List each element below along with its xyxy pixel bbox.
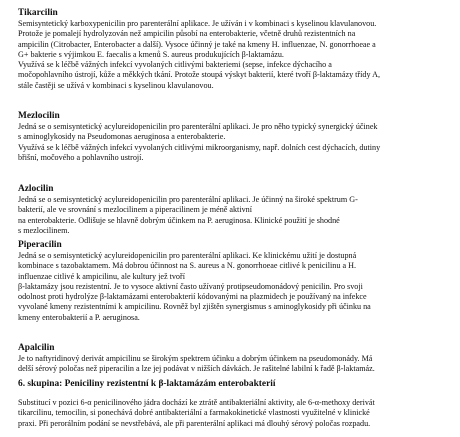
paragraph-line: β-laktamázy jsou rezistentní. Je to vysoce aktivní často užívaný protipseudomonádový penicilin. Pro svoji xyxy=(18,281,363,291)
paragraph-line: s mezlocilinem. xyxy=(18,225,70,235)
section-piperacilin xyxy=(18,240,450,323)
paragraph-line: Je to naftyridinový derivát ampicilinu se širokým spektrem účinku a dobrým účinkem na pseudomonády. Má xyxy=(18,354,373,363)
paragraph-line: na enterobakterie. Odlišuje se hlavně dobrým účinkem na P. aeruginosa. Klinické použití je shodné xyxy=(18,215,340,225)
paragraph-line: Jedná se o semisyntetický acylureidopenicilin pro parenterální aplikaci. Je účinný na široké spektrum G- xyxy=(18,195,358,204)
paragraph-line: stále častěji se užívá v kombinaci s kyselinou klavulanovou. xyxy=(18,80,214,90)
section-apalcilin xyxy=(18,343,450,375)
section-intro-text xyxy=(18,398,450,429)
paragraph-line: tikarcilinu, temocilin, si ponechává dobré antibakteriální a farmakokinetické vlastnosti využitelné v klinické xyxy=(18,408,370,418)
section-heading: Piperacilin xyxy=(18,240,62,250)
paragraph-line: influenzae citlivé k ampicilinu, ale kultury jež tvoří xyxy=(18,271,185,281)
paragraph-line: Jedná se o semisyntetický acylureidopenicilin pro parenterální aplikaci. Je pro něho typický synergický účinek xyxy=(18,122,378,131)
paragraph-line: ampicilin (Citrobacter, Enterobacter a další). Vysoce účinný je také na kmeny H. influenzae, N. gonorrhoeae a xyxy=(18,39,376,49)
paragraph-line: Substitucí v pozici 6-α penicilinového jádra dochází ke ztrátě antibakteriální aktivity, ale 6-α-methoxy derivát xyxy=(18,398,375,407)
paragraph-line: G+ bakterie s výjimkou E. faecalis a kmenů S. aureus produkujících β-laktamázu. xyxy=(18,49,284,59)
paragraph-line: Jedná se o semisyntetický acylureidopenicilin pro parenterální aplikaci. Ke klinickému užití je dostupná xyxy=(18,251,357,260)
paragraph-line: kmeny enterobakterií a P. aeruginosa. xyxy=(18,312,140,322)
section-mezlocilin xyxy=(18,111,450,163)
paragraph-line: bakterií, ale ve srovnání s mezlocilinem a piperacilinem je méně aktivní xyxy=(18,205,252,215)
paragraph-line: Protože je pomalejí hydrolyzován než ampicilin působí na enterobakterie, včetně druhů rezistentních na xyxy=(18,29,356,39)
section-heading: Apalcilin xyxy=(18,343,55,353)
paragraph-line: močopohlavního ústrojí, kůže a měkkých tkání. Protože stoupá výskyt bakterií, které tvoří β-laktamázy třídy A, xyxy=(18,70,380,80)
paragraph-line: Využívá se k léčbě vážných infekcí vyvolaných citlivými mikroorganismy, např. dolních cest dýchacích, dutiny xyxy=(18,142,381,152)
paragraph-line: odolnost proti hydrolýze β-laktamázami enterobakterií kódovanými na plazmidech je používaný na infekce xyxy=(18,292,367,302)
section-tikarcilin xyxy=(18,8,450,91)
section-6-skupina-peniciliny-rezistentni-k-laktamazam-enterobakterii xyxy=(18,379,450,390)
paragraph-line: praxi. Při perorálním podání se nevstřebává, ale při parenterální aplikaci má dlouhý sérový poločas rozpadu. xyxy=(18,418,371,428)
paragraph-line: vyvolané kmeny rezistentními k ampicilinu. Rovněž byl zjištěn synergismus s aminoglykosidy při účinku na xyxy=(18,302,371,312)
section-heading: Tikarcilin xyxy=(18,8,58,18)
section-heading: Mezlocilin xyxy=(18,111,60,121)
paragraph-line: břišní, močového a pohlavního ustrojí. xyxy=(18,152,144,162)
paragraph-line: Semisyntetický karboxypenicilin pro parenterální aplikace. Je užíván i v kombinaci s kyselinou klavulanovou. xyxy=(18,19,377,28)
paragraph-line: delší sérový poločas než piperacilin a lze jej podávat v nižších dávkách. Je rašitelné labilní k řadě β-laktamáz. xyxy=(18,364,375,374)
section-heading: 6. skupina: Peniciliny rezistentní k β-laktamázám enterobakterií xyxy=(18,379,276,389)
paragraph-line: kombinace s tazobaktamem. Má dobrou účinnost na S. aureus a N. gonorrhoeae citlivé k penicilinu a H. xyxy=(18,261,356,271)
section-heading: Azlocilin xyxy=(18,184,54,194)
section-azlocilin xyxy=(18,184,450,236)
paragraph-line: Využívá se k léčbě vážných infekcí vyvolaných citlivými bakteriemi (sepse, infekce dýchacího a xyxy=(18,60,332,70)
paragraph-line: s aminoglykosidy na Pseudomonas aeruginosa a enterobakterie. xyxy=(18,132,226,142)
